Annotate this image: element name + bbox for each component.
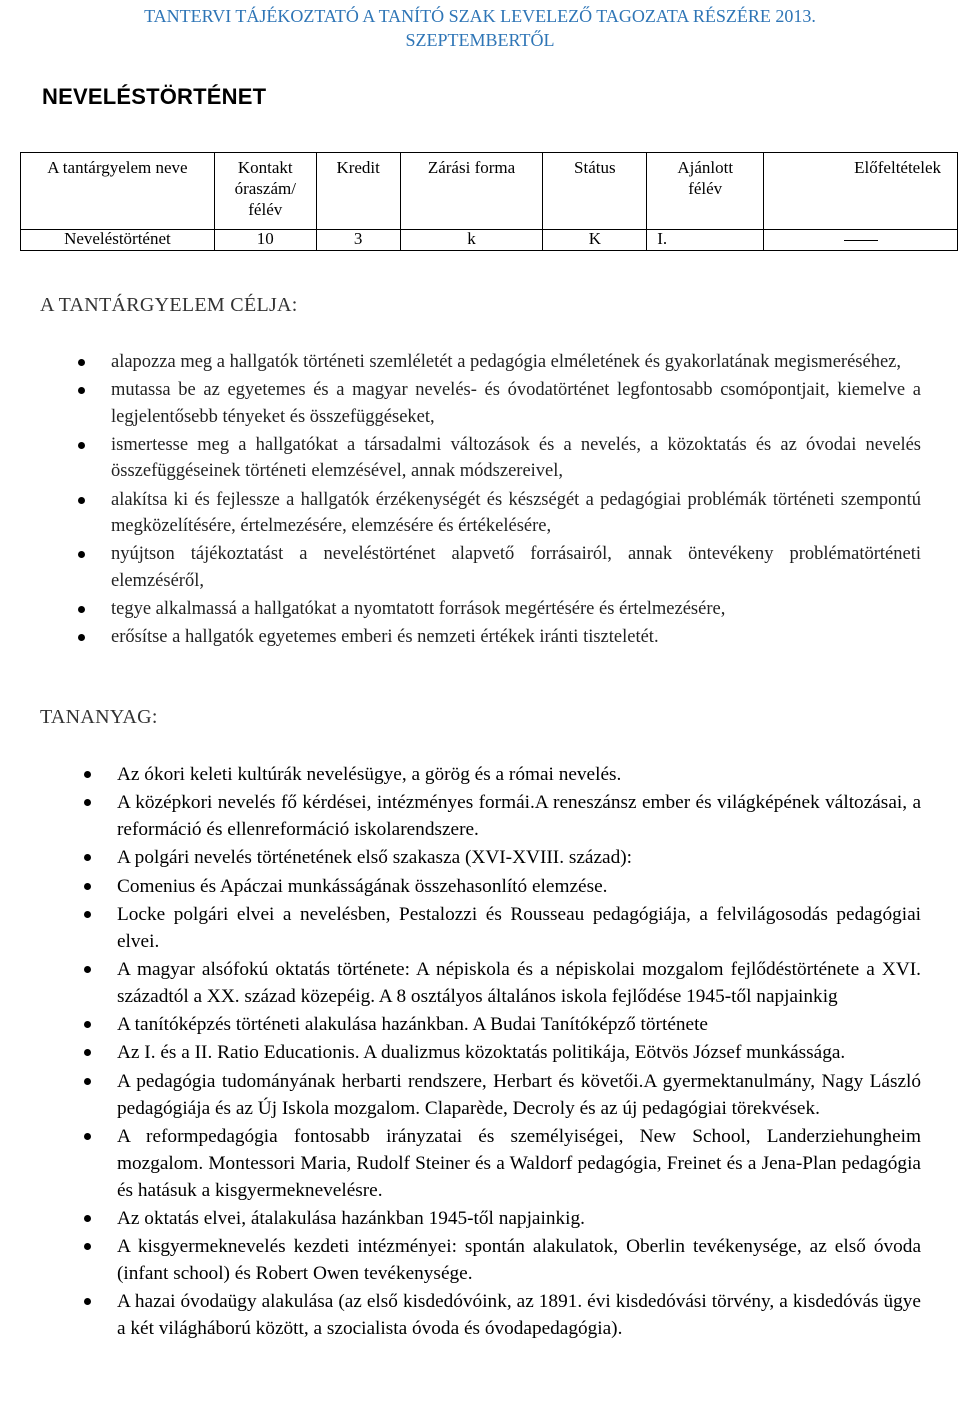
list-item: Az I. és a II. Ratio Educationis. A dualizmus közoktatás politikája, Eötvös József munkássága. xyxy=(117,1039,921,1066)
content-heading: TANANYAG: xyxy=(40,706,158,728)
header-contact-line-3: félév xyxy=(248,200,283,219)
header-semester-line-1: Ajánlott xyxy=(677,158,734,177)
header-prerequisites: Előfeltételek xyxy=(764,153,958,230)
list-item: nyújtson tájékoztatást a neveléstörténet alapvető forrásairól, annak öntevékeny problématörténeti elemzéséről, xyxy=(111,541,921,594)
cell-semester: I. xyxy=(647,230,764,251)
list-item: Az ókori keleti kultúrák nevelésügye, a görög és a római nevelés. xyxy=(117,761,921,788)
cell-prerequisites xyxy=(764,230,958,251)
header-contact-line-1: Kontakt xyxy=(237,158,293,177)
list-item: A hazai óvodaügy alakulása (az első kisdedóvóink, az 1891. évi kisdedóvási törvény, a kisdedóvás ügye a két világháború között, a szocialista óvoda és óvodapedagógia). xyxy=(117,1288,921,1342)
document-title: NEVELÉSTÖRTÉNET xyxy=(42,84,267,109)
header-semester-line-2: félév xyxy=(688,179,723,198)
header-contact-line-2: óraszám/ xyxy=(234,179,296,198)
header-credit: Kredit xyxy=(316,153,400,230)
list-item: A polgári nevelés történetének első szakasza (XVI-XVIII. század): xyxy=(117,844,921,871)
cell-contact-hours: 10 xyxy=(214,230,316,251)
page-header xyxy=(0,4,960,52)
table-row xyxy=(21,230,958,251)
list-item: ismertesse meg a hallgatókat a társadalmi változások és a nevelés, a közoktatás és az óvodai nevelés összefüggéseinek történeti elemzésével, annak módszereivel, xyxy=(111,432,921,485)
list-item: A tanítóképzés történeti alakulása hazánkban. A Budai Tanítóképző története xyxy=(117,1011,921,1038)
list-item: A reformpedagógia fontosabb irányzatai és személyiségei, New School, Landerziehungheim mozgalom. Montessori Maria, Rudolf Steiner és a Waldorf pedagógia, Freinet és a Jena-Plan pedagógia és hatásuk a kisgyermeknevelésre. xyxy=(117,1123,921,1204)
header-line-1: TANTERVI TÁJÉKOZTATÓ A TANÍTÓ SZAK LEVELEZŐ TAGOZATA RÉSZÉRE 2013. xyxy=(144,6,816,26)
cell-credit: 3 xyxy=(316,230,400,251)
course-info-table xyxy=(20,152,958,251)
list-item: Comenius és Apáczai munkásságának összehasonlító elemzése. xyxy=(117,873,921,900)
list-item: alakítsa ki és fejlessze a hallgatók érzékenységét és készségét a pedagógiai problémák történeti szempontú megközelítésére, értelmezésére, elemzésére és értékelésére, xyxy=(111,487,921,540)
header-line-2: SZEPTEMBERTŐL xyxy=(405,30,555,50)
list-item: Locke polgári elvei a nevelésben, Pestalozzi és Rousseau pedagógiája, a felvilágosodás pedagógiai elvei. xyxy=(117,901,921,955)
list-item: A magyar alsófokú oktatás története: A népiskola és a népiskolai mozgalom fejlődéstörténete a XVI. századtól a XX. század közepéig. A 8 osztályos általános iskola fejlődése 1945-től napjainkig xyxy=(117,956,921,1010)
list-item: mutassa be az egyetemes és a magyar nevelés- és óvodatörténet legfontosabb csomópontjait, kiemelve a legjelentősebb tényeket és összefüggéseket, xyxy=(111,377,921,430)
list-item: Az oktatás elvei, átalakulása hazánkban 1945-től napjainkig. xyxy=(117,1205,921,1232)
list-item: A középkori nevelés fő kérdései, intézményes formái.A reneszánsz ember és világképének változásai, a reformáció és ellenreformáció iskolarendszere. xyxy=(117,789,921,843)
cell-name: Neveléstörténet xyxy=(21,230,215,251)
cell-status: K xyxy=(543,230,647,251)
header-status: Státus xyxy=(543,153,647,230)
header-recommended-semester xyxy=(647,153,764,230)
header-contact-hours xyxy=(214,153,316,230)
content-list xyxy=(117,761,921,1343)
list-item: A kisgyermeknevelés kezdeti intézményei: spontán alakulatok, Oberlin tevékenysége, az első óvoda (infant school) és Robert Owen tevékenysége. xyxy=(117,1233,921,1287)
header-name: A tantárgyelem neve xyxy=(21,153,215,230)
aims-list xyxy=(111,349,921,652)
list-item: erősítse a hallgatók egyetemes emberi és nemzeti értékek iránti tiszteletét. xyxy=(111,624,921,651)
list-item: A pedagógia tudományának herbarti rendszere, Herbart és követői.A gyermektanulmány, Nagy László pedagógiája és az Új Iskola mozgalom. Claparède, Decroly és az új pedagógiai törekvések. xyxy=(117,1068,921,1122)
list-item: tegye alkalmassá a hallgatókat a nyomtatott források megértésére és értelmezésére, xyxy=(111,596,921,623)
cell-exam-form: k xyxy=(400,230,543,251)
list-item: alapozza meg a hallgatók történeti szemléletét a pedagógia elméletének és gyakorlatának megismeréséhez, xyxy=(111,349,921,376)
aims-heading: A TANTÁRGYELEM CÉLJA: xyxy=(40,294,298,316)
prereq-dash xyxy=(844,240,878,241)
table-header-row xyxy=(21,153,958,230)
header-exam-form: Zárási forma xyxy=(400,153,543,230)
